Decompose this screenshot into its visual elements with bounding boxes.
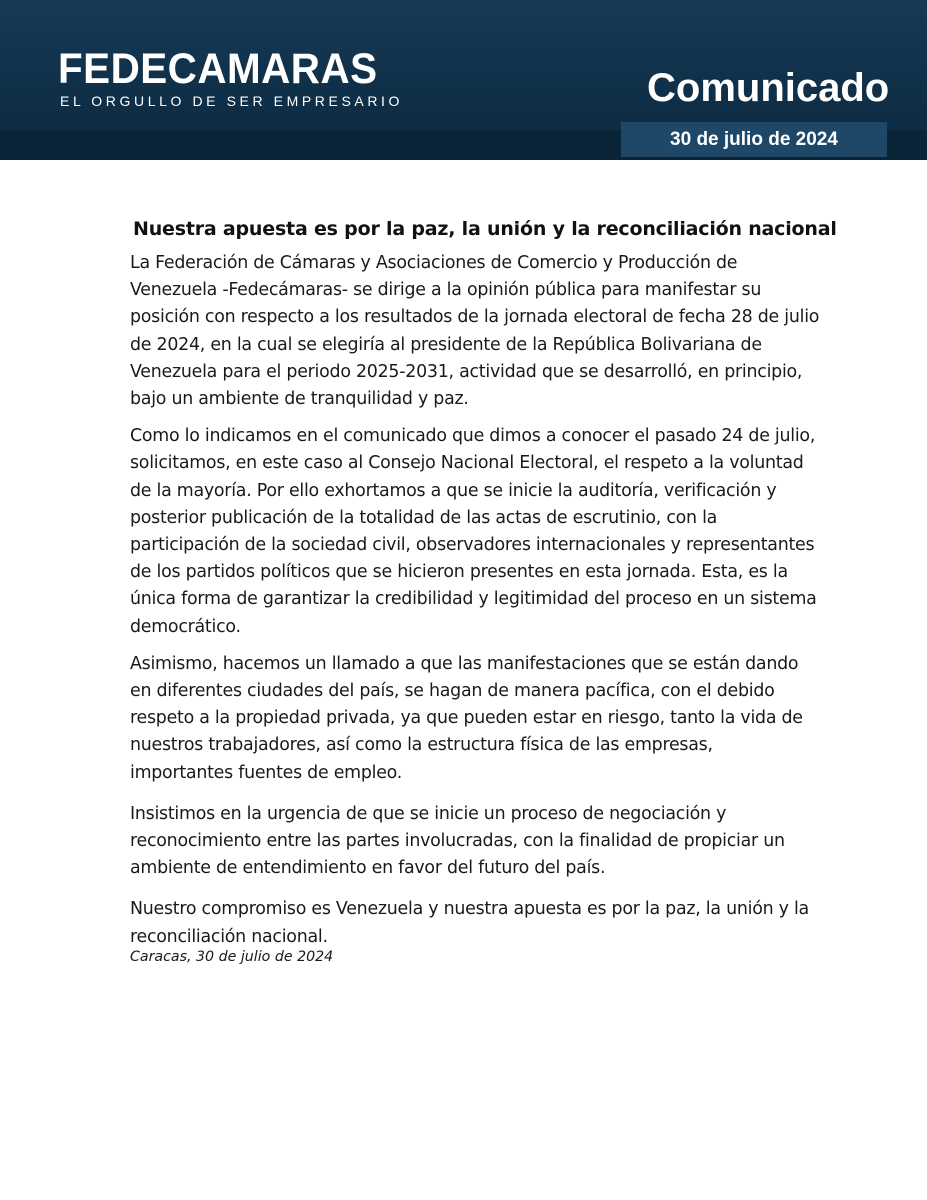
document-title: Nuestra apuesta es por la paz, la unión y la reconciliación nacional <box>133 218 837 240</box>
brand-tagline: EL ORGULLO DE SER EMPRESARIO <box>60 93 404 109</box>
paragraph-5: Nuestro compromiso es Venezuela y nuestra apuesta es por la paz, la unión y la reconciliación nacional. <box>130 899 809 947</box>
date-badge-text: 30 de julio de 2024 <box>670 128 838 150</box>
paragraph-1: La Federación de Cámaras y Asociaciones de Comercio y Producción de Venezuela -Fedecámaras- se dirige a la opinión pública para manifestar su posición con respecto a los resultados de la jornada electoral de fecha 28 de julio de 2024, en la cual se elegiría al presidente de la República Bolivariana de Venezuela para el periodo 2025-2031, actividad que se desarrolló, en principio, bajo un ambiente de tranquilidad y paz. <box>130 253 820 410</box>
paragraph-4: Insistimos en la urgencia de que se inicie un proceso de negociación y reconocimiento entre las partes involucradas, con la finalidad de propiciar un ambiente de entendimiento en favor del futuro del país. <box>130 803 785 879</box>
signoff-place-date: Caracas, 30 de julio de 2024 <box>130 948 334 965</box>
letterhead-banner <box>0 0 927 160</box>
paragraph-3: Asimismo, hacemos un llamado a que las manifestaciones que se están dando en diferentes ciudades del país, se hagan de manera pacífica, con el debido respeto a la propiedad privada, ya que pueden estar en riesgo, tanto la vida de nuestros trabajadores, así como la estructura física de las empresas, importantes fuentes de empleo. <box>130 653 803 783</box>
paragraph-2: Como lo indicamos en el comunicado que dimos a conocer el pasado 24 de julio, solicitamos, en este caso al Consejo Nacional Electoral, el respeto a la voluntad de la mayoría. Por ello exhortamos a que se inicie la auditoría, verificación y posterior publicación de la totalidad de las actas de escrutinio, con la participación de la sociedad civil, observadores internacionales y representantes de los partidos políticos que se hicieron presentes en esta jornada. Esta, es la única forma de garantizar la credibilidad y legitimidad del proceso en un sistema democrático. <box>130 426 817 637</box>
document-body <box>130 218 837 965</box>
document-type-label: Comunicado <box>647 66 890 110</box>
brand-logo-text: FEDECAMARAS <box>58 45 378 93</box>
date-badge <box>621 122 887 157</box>
